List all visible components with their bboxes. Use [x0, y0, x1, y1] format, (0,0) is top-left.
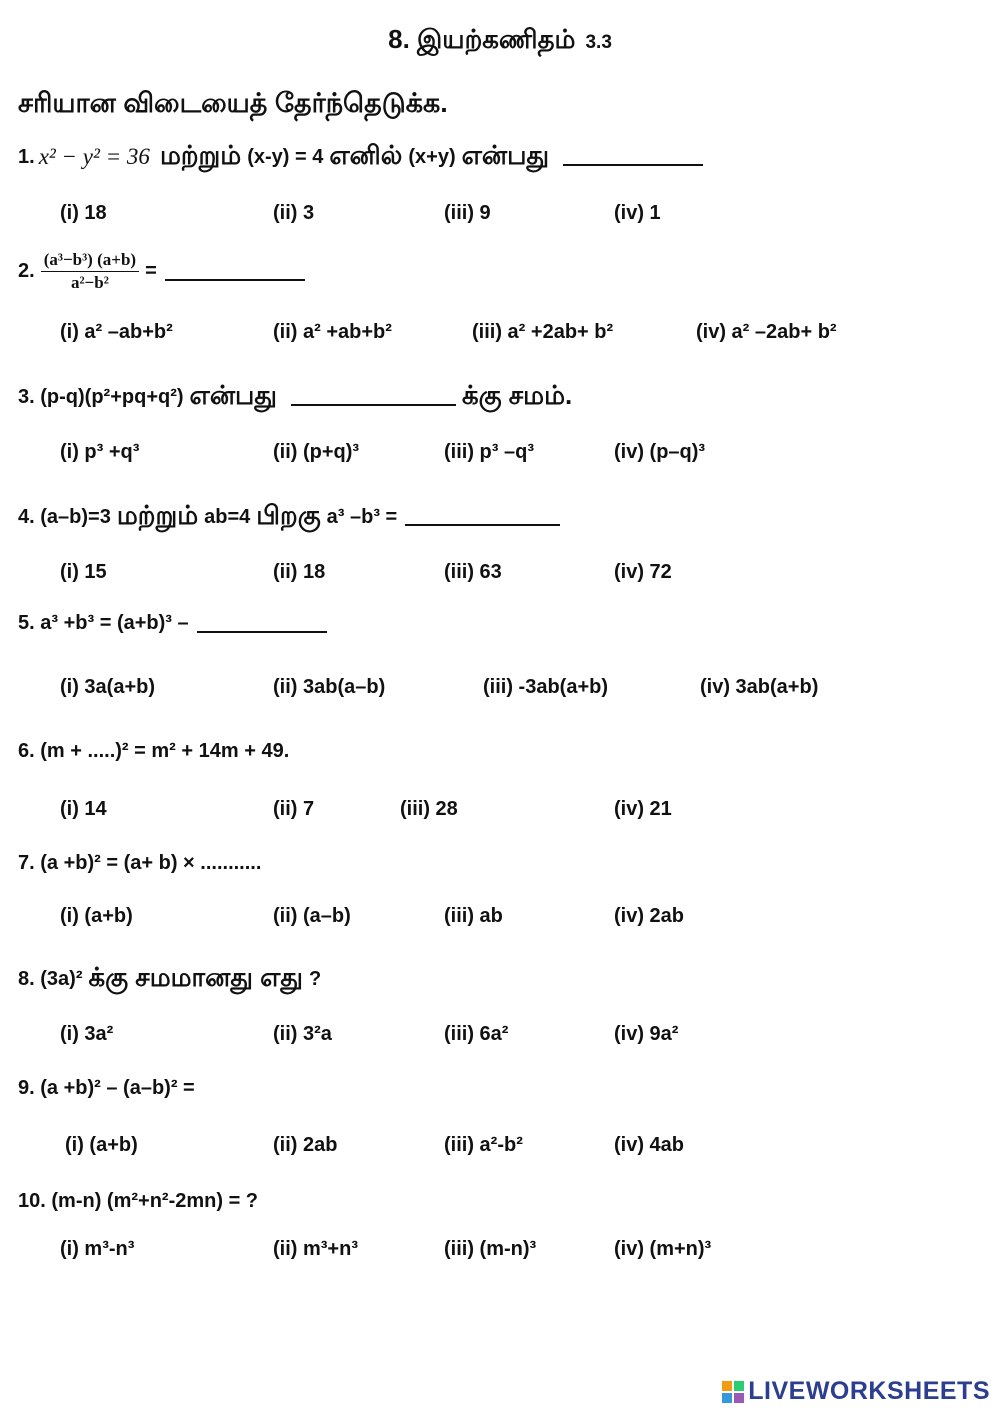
question-mark: ? [308, 967, 322, 990]
question-expression: a³ –b³ = [326, 505, 398, 528]
question-expression: (m-n) (m²+n²-2mn) = ? [51, 1190, 259, 1212]
option-7-ii[interactable]: (ii) (a–b) [273, 905, 351, 927]
question-text: பிறகு [256, 500, 321, 530]
question-7 [18, 852, 261, 875]
question-expression: (p-q)(p²+pq+q²) [40, 385, 184, 408]
option-3-iii[interactable]: (iii) p³ –q³ [444, 441, 534, 463]
fraction-denominator: a²−b² [70, 273, 109, 292]
question-number: 3. [18, 385, 35, 408]
option-10-ii[interactable]: (ii) m³+n³ [273, 1238, 358, 1260]
instruction-text: சரியான விடையைத் தேர்ந்தெடுக்க. [18, 88, 448, 118]
option-7-iii[interactable]: (iii) ab [444, 905, 503, 927]
question-expression: (m + .....)² = m² + 14m + 49. [40, 740, 290, 762]
option-2-ii[interactable]: (ii) a² +ab+b² [273, 321, 392, 343]
option-8-ii[interactable]: (ii) 3²a [273, 1023, 332, 1045]
question-text: க்கு சமமானது எது [88, 962, 303, 992]
option-6-ii[interactable]: (ii) 7 [273, 798, 315, 820]
option-10-i[interactable]: (i) m³-n³ [60, 1238, 135, 1260]
question-text: என்பது [461, 140, 550, 170]
option-4-i[interactable]: (i) 15 [60, 561, 107, 583]
option-2-iv[interactable]: (iv) a² –2ab+ b² [696, 321, 837, 343]
option-5-i[interactable]: (i) 3a(a+b) [60, 676, 156, 698]
question-expression: ab=4 [204, 505, 251, 528]
answer-blank[interactable] [197, 615, 327, 633]
question-number: 8. [18, 967, 35, 990]
logo-text: LIVEWORKSHEETS [748, 1377, 990, 1405]
answer-blank[interactable] [405, 508, 560, 526]
option-1-iv[interactable]: (iv) 1 [614, 202, 661, 224]
option-5-iii[interactable]: (iii) -3ab(a+b) [483, 676, 609, 698]
option-10-iii[interactable]: (iii) (m-n)³ [444, 1238, 537, 1260]
answer-blank[interactable] [563, 148, 703, 166]
title-version: 3.3 [585, 32, 612, 53]
question-number: 2. [18, 260, 35, 282]
question-expression: (x+y) [408, 145, 456, 168]
question-number: 10. [18, 1190, 46, 1212]
option-1-ii[interactable]: (ii) 3 [273, 202, 315, 224]
option-3-i[interactable]: (i) p³ +q³ [60, 441, 140, 463]
question-3 [18, 380, 578, 414]
option-9-ii[interactable]: (ii) 2ab [273, 1134, 338, 1156]
question-5 [18, 612, 327, 635]
question-number: 6. [18, 740, 35, 762]
option-4-iv[interactable]: (iv) 72 [614, 561, 672, 583]
question-text: எனில் [329, 140, 403, 170]
question-text: மற்றும் [159, 140, 242, 170]
option-6-i[interactable]: (i) 14 [60, 798, 107, 820]
option-8-iii[interactable]: (iii) 6a² [444, 1023, 509, 1045]
option-9-iv[interactable]: (iv) 4ab [614, 1134, 685, 1156]
option-1-i[interactable]: (i) 18 [60, 202, 107, 224]
question-math: x² − y² = 36 [38, 144, 150, 169]
equals-sign: = [145, 260, 157, 282]
answer-blank[interactable] [291, 388, 456, 406]
liveworksheets-logo-icon [722, 1381, 744, 1403]
option-4-ii[interactable]: (ii) 18 [273, 561, 326, 583]
option-2-i[interactable]: (i) a² –ab+b² [60, 321, 173, 343]
answer-blank[interactable] [165, 263, 305, 281]
question-10 [18, 1190, 258, 1213]
question-expression: (a +b)² = (a+ b) × ........... [40, 852, 262, 874]
option-5-ii[interactable]: (ii) 3ab(a–b) [273, 676, 386, 698]
option-8-iv[interactable]: (iv) 9a² [614, 1023, 679, 1045]
question-number: 9. [18, 1077, 35, 1099]
option-5-iv[interactable]: (iv) 3ab(a+b) [700, 676, 819, 698]
question-1 [18, 140, 703, 174]
question-expression: (x-y) = 4 [247, 145, 324, 168]
question-2 [18, 250, 305, 293]
question-8 [18, 962, 321, 996]
option-8-i[interactable]: (i) 3a² [60, 1023, 114, 1045]
question-9 [18, 1077, 195, 1100]
question-number: 5. [18, 612, 35, 634]
option-3-iv[interactable]: (iv) (p–q)³ [614, 441, 706, 463]
option-7-iv[interactable]: (iv) 2ab [614, 905, 685, 927]
option-2-iii[interactable]: (iii) a² +2ab+ b² [472, 321, 614, 343]
option-1-iii[interactable]: (iii) 9 [444, 202, 491, 224]
option-9-i[interactable]: (i) (a+b) [65, 1134, 138, 1156]
question-number: 7. [18, 852, 35, 874]
option-6-iv[interactable]: (iv) 21 [614, 798, 672, 820]
question-number: 1. [18, 145, 35, 168]
option-4-iii[interactable]: (iii) 63 [444, 561, 502, 583]
question-expression: (a–b)=3 [40, 505, 111, 528]
question-6 [18, 740, 289, 763]
liveworksheets-logo[interactable] [722, 1377, 990, 1406]
option-3-ii[interactable]: (ii) (p+q)³ [273, 441, 360, 463]
question-expression: a³ +b³ = (a+b)³ – [40, 612, 189, 634]
question-number: 4. [18, 505, 35, 528]
question-4 [18, 500, 560, 534]
question-expression: (a +b)² – (a–b)² = [40, 1077, 195, 1099]
fraction-numerator: (a³−b³) (a+b) [41, 250, 139, 272]
question-text: மற்றும் [116, 500, 199, 530]
option-9-iii[interactable]: (iii) a²-b² [444, 1134, 523, 1156]
question-text: க்கு சமம். [461, 380, 573, 410]
question-expression: (3a)² [40, 967, 83, 990]
question-text: என்பது [189, 380, 277, 410]
page-title [0, 24, 1000, 58]
title-text: 8. இயற்கணிதம் [388, 24, 576, 54]
fraction [41, 250, 139, 293]
option-10-iv[interactable]: (iv) (m+n)³ [614, 1238, 712, 1260]
option-7-i[interactable]: (i) (a+b) [60, 905, 133, 927]
option-6-iii[interactable]: (iii) 28 [400, 798, 458, 820]
